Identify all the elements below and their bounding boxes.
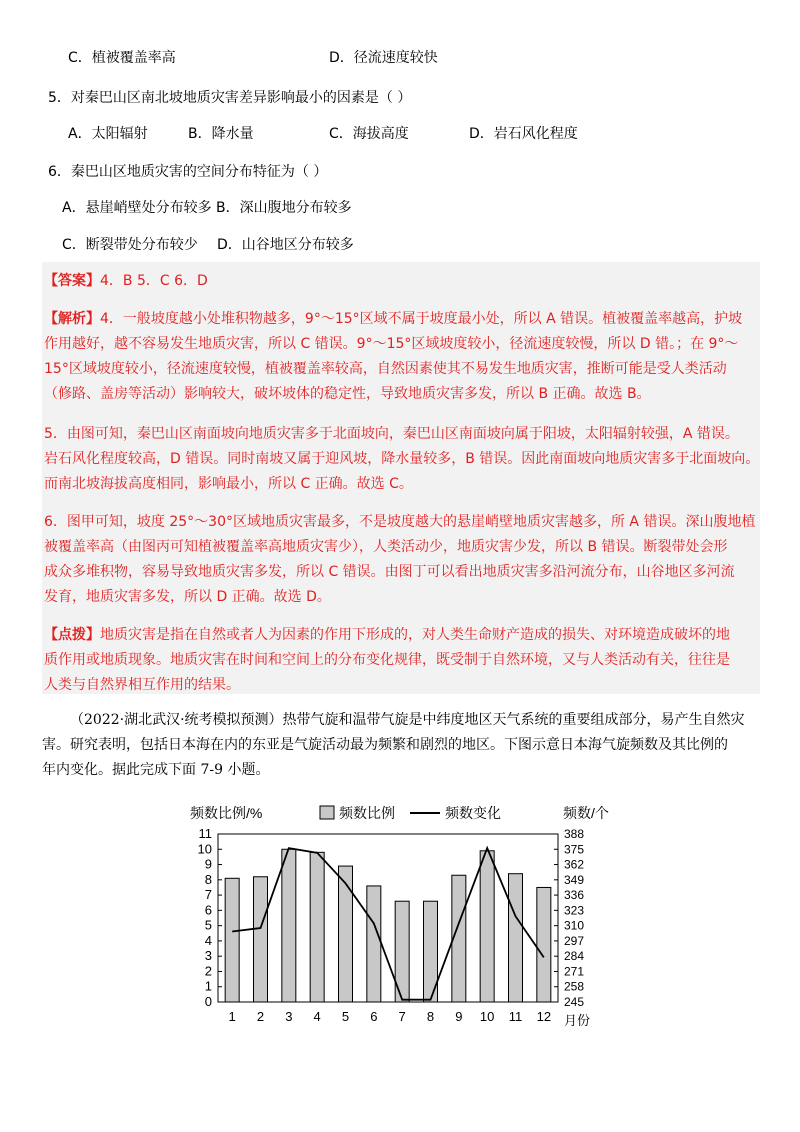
legend-bar-swatch (320, 806, 334, 819)
analysis-5-line-2: 岩石风化程度较高，D 错误。同时南坡又属于迎风坡，降水量较多，B 错误。因此南面坡向地质灾害多于北面坡向。 (44, 451, 760, 467)
bar-month-11 (509, 874, 523, 1002)
x-tick-label: 1 (228, 1009, 236, 1024)
bar-month-2 (254, 877, 268, 1002)
x-axis-label: 月份 (564, 1013, 591, 1028)
option-6ab: A．悬崖峭壁处分布较多 B．深山腹地分布较多 (62, 200, 352, 216)
left-tick-label: 8 (204, 871, 212, 887)
analysis-5-line-1: 5．由图可知，秦巴山区南面坡向地质灾害多于北面坡向，秦巴山区南面坡向属于阳坡，太阳辐射较强，A 错误。 (44, 426, 739, 442)
answer-text: 4．B 5．C 6．D (100, 273, 208, 289)
left-tick-label: 2 (204, 963, 212, 979)
analysis-4-line-2: 作用越好，越不容易发生地质灾害，所以 C 错误。9°～15°区域坡度较小，径流速度较慢，所以 D 错。；在 9°～ (44, 336, 739, 352)
point-tag: 【点拨】 (44, 627, 100, 643)
left-tick-label: 6 (204, 902, 212, 918)
x-tick-label: 8 (426, 1009, 435, 1024)
x-tick-label: 12 (536, 1009, 552, 1024)
intro-paragraph (42, 710, 758, 780)
left-tick-label: 9 (204, 856, 212, 872)
x-tick-label: 6 (370, 1009, 378, 1024)
right-tick-label: 323 (564, 903, 585, 918)
option-5d: D．岩石风化程度 (469, 126, 578, 142)
analysis-4-line-4: （修路、盖房等活动）影响较大，破坏坡体的稳定性，导致地质灾害多发，所以 B 正确。故选 B。 (44, 386, 651, 402)
right-tick-label: 388 (564, 827, 585, 841)
left-tick-label: 11 (198, 826, 212, 841)
bar-month-10 (480, 851, 494, 1002)
x-tick-label: 11 (508, 1009, 523, 1024)
right-tick-label: 284 (564, 949, 585, 964)
point-line-1: 【点拨】地质灾害是指在自然或者人为因素的作用下形成的，对人类生命财产造成的损失、对环境造成破坏的地 (44, 627, 730, 643)
bar-month-4 (310, 852, 324, 1002)
analysis-6-line-1: 6．图甲可知，坡度 25°～30°区域地质灾害最多，不是坡度越大的悬崖峭壁地质灾害越多，所 A 错误。深山腹地植 (44, 514, 756, 530)
x-tick-label: 4 (313, 1009, 321, 1024)
right-tick-label: 349 (564, 872, 585, 887)
analysis-6-line-2: 被覆盖率高（由图丙可知植被覆盖率高地质灾害少），人类活动少，地质灾害少发，所以 B 错误。断裂带处会形 (44, 539, 728, 555)
bar-month-5 (339, 866, 353, 1002)
x-tick-label: 7 (398, 1009, 406, 1024)
question-5-stem: 5．对秦巴山区南北坡地质灾害差异影响最小的因素是（ ） (48, 90, 412, 106)
intro-line-3: 年内变化。据此完成下面 7-9 小题。 (42, 762, 270, 778)
left-tick-label: 7 (204, 887, 212, 903)
intro-line-2: 害。研究表明，包括日本海在内的东亚是气旋活动最为频繁和剧烈的地区。下图示意日本海气旋频数及其比例的 (42, 737, 728, 753)
option-4c: C．植被覆盖率高 (68, 50, 176, 66)
plot-frame (218, 834, 558, 1002)
bar-month-3 (282, 849, 296, 1002)
analysis-5-line-3: 而南北坡海拔高度相同，影响最小，所以 C 正确。故选 C。 (44, 476, 413, 492)
left-tick-label: 10 (197, 841, 212, 857)
option-4d: D．径流速度较快 (329, 50, 438, 66)
answer-line (44, 271, 208, 291)
right-tick-label: 362 (564, 857, 585, 872)
left-tick-label: 3 (204, 948, 212, 964)
bar-month-6 (367, 886, 381, 1002)
left-axis-label: 频数比例/% (190, 805, 263, 821)
legend-bar-label: 频数比例 (339, 805, 395, 821)
bar-month-8 (424, 901, 438, 1002)
option-5a: A．太阳辐射 (68, 126, 148, 142)
legend-line-label: 频数变化 (445, 805, 501, 821)
option-6c: C．断裂带处分布较少 (62, 237, 198, 253)
left-tick-label: 4 (204, 932, 212, 948)
option-6d: D．山谷地区分布较多 (217, 237, 354, 253)
analysis-6-line-3: 成众多堆积物，容易导致地质灾害多发，所以 C 错误。由图丁可以看出地质灾害多沿河流分布，山谷地区多河流 (44, 564, 735, 580)
answer-tag: 【答案】 (44, 273, 100, 289)
analysis-tag: 【解析】 (44, 311, 100, 327)
frequency-line (232, 848, 544, 1000)
right-tick-label: 336 (564, 888, 585, 903)
analysis-6-line-4: 发育，地质灾害多发，所以 D 正确。故选 D。 (44, 589, 331, 605)
right-tick-label: 310 (564, 918, 585, 933)
analysis-4-line-1: 【解析】4．一般坡度越小处堆积物越多，9°～15°区域不属于坡度最小处，所以 A 错误。植被覆盖率越高，护坡 (44, 311, 743, 327)
x-tick-label: 3 (285, 1009, 293, 1024)
right-tick-label: 245 (564, 995, 585, 1009)
point-line-2: 质作用或地质现象。地质灾害在时间和空间上的分布变化规律，既受制于自然环境，又与人类活动有关，往往是 (44, 652, 730, 668)
option-5c: C．海拔高度 (329, 126, 409, 142)
intro-line-1: （2022·湖北武汉·统考模拟预测）热带气旋和温带气旋是中纬度地区天气系统的重要组成部分，易产生自然灾 (70, 712, 745, 728)
analysis-4-line-3: 15°区域坡度较小，径流速度较慢，植被覆盖率较高，自然因素使其不易发生地质灾害，推断可能是受人类活动 (44, 361, 727, 377)
left-tick-label: 0 (204, 994, 212, 1009)
right-tick-label: 375 (564, 842, 585, 857)
right-tick-label: 271 (564, 964, 585, 979)
bar-month-7 (395, 901, 409, 1002)
right-axis-label: 频数/个 (563, 805, 609, 821)
bar-month-1 (225, 878, 239, 1002)
option-5b: B．降水量 (188, 126, 254, 142)
x-tick-label: 9 (455, 1009, 463, 1024)
bar-month-9 (452, 875, 466, 1002)
x-tick-label: 10 (479, 1009, 495, 1024)
bar-month-12 (537, 887, 551, 1002)
left-tick-label: 1 (204, 978, 212, 994)
x-tick-label: 5 (341, 1009, 350, 1024)
right-tick-label: 297 (564, 933, 585, 948)
right-tick-label: 258 (564, 979, 585, 994)
left-tick-label: 5 (204, 917, 212, 933)
x-tick-label: 2 (256, 1009, 265, 1024)
point-line-3: 人类与自然界相互作用的结果。 (44, 677, 240, 693)
question-6-stem: 6．秦巴山区地质灾害的空间分布特征为（ ） (48, 164, 328, 180)
